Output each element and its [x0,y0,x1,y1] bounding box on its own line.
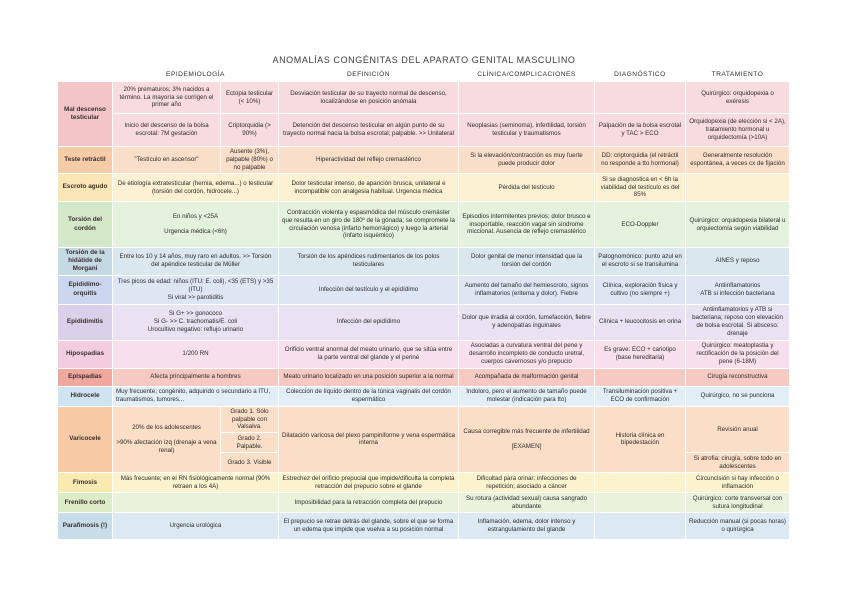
clinica-cell: Dolor que irradia al cordón, tumefacción, fiebre y adenopatías inguinales [459,304,595,340]
diagnostico-cell: DD: criptorquidia (el retráctil no responde a tto hormonal) [595,147,686,174]
tratamiento-cell: AINES y reposo [686,248,790,276]
clinica-cell: Causa corregible más frecuente de infertilidad [EXAMEN] [459,406,595,473]
row-label: Torsión de la hidátide de Morgani [58,248,113,276]
definicion-cell: Dolor testicular intenso, de aparición brusca, unilateral e incompatible con analgesia habitual. Urgencia médica [279,174,459,202]
clinica-cell: Inflamación, edema, dolor intenso y estrangulamiento del glande [459,513,595,540]
definicion-cell: Detención del descenso testicular en algún punto de su trayecto normal hacia la bolsa escrotal; palpable. >> Unilateral [279,114,459,147]
row-label: Teste retráctil [58,147,113,174]
grade-cell: Grado 2. Palpable. [221,433,279,453]
table-row-teste-retractil [58,147,790,174]
anomalias-table [57,68,790,540]
grade-cell: Grado 1. Sólo palpable con Valsalva. [221,406,279,433]
epidemiologia-cell: De etiología extratesticular (hernia, edema...) o testicular (torsión del cordón, hidrocele...) [113,174,279,202]
epidemiologia-cell: "Testículo en ascensor" [113,147,221,174]
grade-cell: Grado 3. Visible [221,453,279,473]
row-label: Frenillo corto [58,493,113,513]
tratamiento-cell: Revisión anual [686,406,790,453]
tratamiento-cell: Reducción manual (si pocas horas) o quirúrgica [686,513,790,540]
diagnostico-cell: Es grave: ECO + cariotipo (base hereditaria) [595,340,686,368]
epidemiologia-cell: Urgencia urológica [113,513,279,540]
table-row-mal-descenso [58,82,790,114]
tratamiento-cell: Antiinflamatorios y ATB si bacteriana; reposo con elevación de bolsa escrotal. Si absceso: drenaje [686,304,790,340]
clinica-cell: Episodios intermitentes previos; dolor brusco e insoportable, reacción vagal sin síndrome miccional. Ausencia de reflejo cremastérico [459,202,595,248]
epidemiologia-cell: Tres picos de edad: niños (ITU: E. coli), <35 (ETS) y >35 (ITU) Si viral >> parotiditis [113,275,279,304]
diagnostico-cell [595,473,686,493]
diagnostico-cell [595,513,686,540]
tratamiento-cell-2: Si atrofia: cirugía, sobre todo en adolescentes [686,453,790,473]
row-label: Epispadias [58,368,113,386]
table-row-hipospadias [58,340,790,368]
tratamiento-cell: Quirúrgico: orquidopexia bilateral u orquiectomía según viabilidad [686,202,790,248]
tratamiento-cell: Quirúrgico, no se punciona [686,386,790,406]
definicion-cell: Contracción violenta y espasmódica del músculo cremáster que resulta en un giro de 180º de la gónada; se compromete la circulación venosa (infarto hemorrágico) y luego la arterial (infarto isquémico) [279,202,459,248]
table-row-escroto-agudo [58,174,790,202]
table-row-torsion-cordon [58,202,790,248]
epidemiologia-cell [113,493,279,513]
header-clinica: CLÍNICA/COMPLICACIONES [459,69,595,82]
definicion-cell: El prepucio se retrae detrás del glande, sobre el que se forma un edema que impide que vuelva a su posición normal [279,513,459,540]
header-diagnostico: DIAGNÓSTICO [595,69,686,82]
diagnostico-cell: Clínica + leucocitosis en orina [595,304,686,340]
epidemiologia-cell: 20% de los adolescentes >90% afectación izq (drenaje a vena renal) [113,406,221,473]
row-label: Parafimosis (!) [58,513,113,540]
diagnostico-cell [595,82,686,114]
table-row-mal-descenso-2 [58,114,790,147]
clinica-cell: Asociadas a curvatura ventral del pene y desarrollo incompleto de conducto uretral, cuerpos cavernosos y/o prepucio [459,340,595,368]
clinica-cell: Si la elevación/contracción es muy fuerte puede producir dolor [459,147,595,174]
tratamiento-cell: Generalmente resolución espontánea, a veces cx de fijación [686,147,790,174]
table-row-hidrocele [58,386,790,406]
definicion-cell: Meato urinario localizado en una posición superior a la normal [279,368,459,386]
diagnostico-cell [595,493,686,513]
definicion-cell: Infección del testículo y el epidídimo [279,275,459,304]
header-definicion: DEFINICIÓN [279,69,459,82]
definicion-cell: Orificio ventral anormal del meato urinario, que se sitúa entre la parte ventral del glande y el periné [279,340,459,368]
epidemiologia-cell: 1/200 RN [113,340,279,368]
diagnostico-cell: Palpación de la bolsa escrotal y TAC > ECO [595,114,686,147]
diagnostico-cell: Transiluminación positiva + ECO de confirmación [595,386,686,406]
tratamiento-cell: Cirugía reconstructiva [686,368,790,386]
row-label: Fimosis [58,473,113,493]
row-label: Epididimo-orquitis [58,275,113,304]
tratamiento-cell: Orquidopexia (de elección si < 2A), tratamiento hormonal u orquidectomía (>10A) [686,114,790,147]
tratamiento-cell: Quirúrgico: orquidopexia o exéresis [686,82,790,114]
diagnostico-cell: Historia clínica en bipedestación [595,406,686,473]
tratamiento-cell: Quirúrgico: meatoplastia y rectificación de la posición del pene (6-18M) [686,340,790,368]
clinica-cell: Dolor genital de menor intensidad que la torsión del cordón [459,248,595,276]
epidemiologia-subtype-cell: Ausente (3%), palpable (80%) o no palpable [221,147,279,174]
tratamiento-cell: Antiinflamatorios ATB si infección bacteriana [686,275,790,304]
diagnostico-cell: Si se diagnostica en < 6h la viabilidad del testículo es del 85% [595,174,686,202]
diagnostico-cell: Patognomónico: punto azul en el escroto si se transilumina [595,248,686,276]
definicion-cell: Dilatación varicosa del plexo pampiniforme y vena espermática interna [279,406,459,473]
row-label: Mal descenso testicular [58,82,113,147]
header-blank [58,69,113,82]
definicion-cell: Estrechez del orificio prepucial que impide/dificulta la completa retracción del prepucio sobre el glande [279,473,459,493]
tratamiento-cell: Circuncisión si hay infección o inflamación [686,473,790,493]
epidemiologia-cell: En niños y <25A Urgencia médica (<6h) [113,202,279,248]
definicion-cell: Hiperactividad del reflejo cremastérico [279,147,459,174]
row-label: Hipospadias [58,340,113,368]
epidemiologia-cell: Afecta principalmente a hombres [113,368,279,386]
header-epidemiologia: EPIDEMIOLOGÍA [113,69,279,82]
definicion-cell: Imposibilidad para la retracción completa del prepucio [279,493,459,513]
table-row-torsion-hidatide [58,248,790,276]
row-label: Epididimitis [58,304,113,340]
epidemiologia-cell: Inicio del descenso de la bolsa escrotal: 7M gestación [113,114,221,147]
row-label: Escroto agudo [58,174,113,202]
table-row-varicocele [58,406,790,433]
table-row-parafimosis [58,513,790,540]
clinica-cell [459,82,595,114]
clinica-cell: Acompañada de malformación genital [459,368,595,386]
tratamiento-cell: Quirúrgico: corte transversal con sutura longitudinal [686,493,790,513]
clinica-cell: Aumento del tamaño del hemiescroto, signos inflamatorios (eritema y dolor). Fiebre [459,275,595,304]
diagnostico-cell [595,368,686,386]
definicion-cell: Infección del epidídimo [279,304,459,340]
epidemiologia-cell: Más frecuente; en el RN fisiológicamente normal (90% retraen a los 4A) [113,473,279,493]
clinica-cell: Su rotura (actividad sexual) causa sangrado abundante [459,493,595,513]
table-row-fimosis [58,473,790,493]
clinica-cell: Indoloro, pero el aumento de tamaño puede molestar (indicación para tto) [459,386,595,406]
table-row-epididimo-orquitis [58,275,790,304]
row-label: Varicocele [58,406,113,473]
diagnostico-cell: Clínica, exploración física y cultivo (no siempre +) [595,275,686,304]
row-label: Torsión del cordón [58,202,113,248]
clinica-cell: Dificultad para orinar: infecciones de repetición; asociado a cáncer [459,473,595,493]
table-row-epididimitis [58,304,790,340]
epidemiologia-cell: Si G+ >> gonococo Si G- >> C. trachomatis/E. coli Urocultivo negativo: reflujo urinario [113,304,279,340]
tratamiento-cell [686,174,790,202]
row-label: Hidrocele [58,386,113,406]
epidemiologia-cell: 20% prematuros; 3% nacidos a término. La mayoría se corrigen el primer año [113,82,221,114]
definicion-cell: Desviación testicular de su trayecto normal de descenso, localizándose en posición anómala [279,82,459,114]
epidemiologia-subtype-cell: Ectopia testicular (< 10%) [221,82,279,114]
page-title: ANOMALÍAS CONGÉNITAS DEL APARATO GENITAL MASCULINO [272,55,576,65]
definicion-cell: Colección de líquido dentro de la túnica vaginalis del cordón espermático [279,386,459,406]
table-row-epispadias [58,368,790,386]
definicion-cell: Torsión de los apéndices rudimentarios de los polos testiculares [279,248,459,276]
table-row-frenillo-corto [58,493,790,513]
epidemiologia-subtype-cell: Criptorquidia (> 90%) [221,114,279,147]
header-tratamiento: TRATAMIENTO [686,69,790,82]
epidemiologia-cell: Muy frecuente; congénito, adquirido o secundario a ITU, traumatismos, tumores... [113,386,279,406]
clinica-cell: Pérdida del testículo [459,174,595,202]
epidemiologia-cell: Entre los 10 y 14 años, muy raro en adultos. >> Torsión del apéndice testicular de Müller [113,248,279,276]
header-row [58,69,790,82]
diagnostico-cell: ECO-Doppler [595,202,686,248]
clinica-cell: Neoplasias (seminoma), infertilidad, torsión testicular y traumatismos [459,114,595,147]
